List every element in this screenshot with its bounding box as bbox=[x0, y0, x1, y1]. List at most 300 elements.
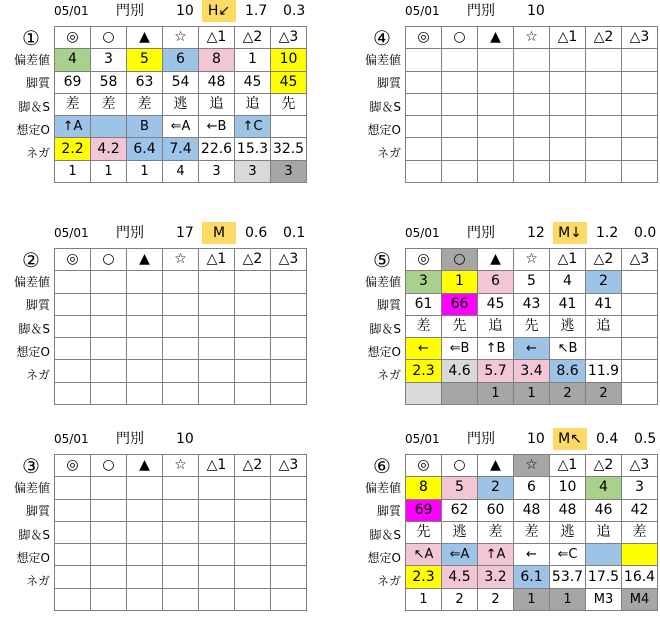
deviation-cell bbox=[235, 293, 271, 315]
estimated-odds-cell bbox=[127, 360, 163, 382]
deviation-cell bbox=[55, 293, 91, 315]
deviation-cell: 48 bbox=[514, 499, 550, 521]
index-value-1: 1.7 bbox=[245, 3, 268, 19]
race-date: 05/01 bbox=[405, 226, 440, 240]
row-labels bbox=[2, 477, 50, 593]
running-style-cell bbox=[514, 93, 550, 115]
mark-header-cell: △1 bbox=[550, 455, 586, 477]
panel-number-badge: ⑥ bbox=[373, 454, 391, 478]
estimated-odds-cell: 4.2 bbox=[91, 138, 127, 160]
pace-flag: M bbox=[202, 222, 236, 244]
horse-number-cell bbox=[91, 271, 127, 293]
estimated-odds-cell: 2.3 bbox=[406, 360, 442, 382]
prediction-grid bbox=[405, 248, 658, 405]
race-panel bbox=[13, 428, 364, 628]
horse-number-cell: 6 bbox=[163, 49, 199, 71]
estimated-odds-cell: 11.9 bbox=[586, 360, 622, 382]
race-date: 05/01 bbox=[405, 432, 440, 446]
running-style-cell: 逃 bbox=[442, 521, 478, 543]
row-labels bbox=[353, 49, 401, 165]
estimated-odds-cell: 2.3 bbox=[406, 566, 442, 588]
negative-cell: 4 bbox=[163, 160, 199, 182]
deviation-cell bbox=[622, 71, 658, 93]
negative-cell bbox=[91, 588, 127, 610]
venue-name: 門別 bbox=[116, 431, 144, 447]
running-style-cell: 逃 bbox=[550, 521, 586, 543]
negative-cell bbox=[55, 382, 91, 404]
horse-number-cell bbox=[622, 49, 658, 71]
negative-cell bbox=[406, 160, 442, 182]
estimated-odds-cell bbox=[55, 566, 91, 588]
leg-speed-cell bbox=[163, 544, 199, 566]
horse-number-cell: 6 bbox=[478, 271, 514, 293]
row-label: 脚質 bbox=[25, 298, 50, 313]
negative-cell: 1 bbox=[478, 382, 514, 404]
row-label: 想定O bbox=[367, 122, 401, 137]
mark-header-cell: △3 bbox=[622, 455, 658, 477]
deviation-cell bbox=[163, 499, 199, 521]
leg-speed-cell: ↑B bbox=[478, 338, 514, 360]
running-style-cell: 追 bbox=[586, 315, 622, 337]
running-style-cell: 差 bbox=[91, 93, 127, 115]
horse-number-cell bbox=[91, 477, 127, 499]
mark-header-cell: ▲ bbox=[127, 27, 163, 49]
prediction-grid bbox=[54, 248, 307, 405]
deviation-cell: 69 bbox=[406, 499, 442, 521]
race-number: 17 bbox=[176, 225, 194, 241]
index-value-1: 1.2 bbox=[596, 225, 619, 241]
prediction-grid bbox=[405, 26, 658, 183]
negative-cell bbox=[163, 588, 199, 610]
row-label: 脚質 bbox=[376, 504, 401, 519]
deviation-cell bbox=[271, 499, 307, 521]
mark-header-cell: △2 bbox=[586, 27, 622, 49]
leg-speed-cell: ⇐A bbox=[163, 116, 199, 138]
negative-cell bbox=[406, 382, 442, 404]
mark-header-cell: ○ bbox=[91, 27, 127, 49]
running-style-cell bbox=[478, 93, 514, 115]
estimated-odds-cell: 4.5 bbox=[442, 566, 478, 588]
running-style-cell bbox=[55, 521, 91, 543]
leg-speed-cell bbox=[199, 338, 235, 360]
leg-speed-cell bbox=[478, 116, 514, 138]
deviation-cell bbox=[199, 293, 235, 315]
negative-cell: 1 bbox=[550, 588, 586, 610]
running-style-cell bbox=[271, 521, 307, 543]
negative-cell: 2 bbox=[550, 382, 586, 404]
race-panel bbox=[364, 222, 660, 422]
venue-name: 門別 bbox=[467, 3, 495, 19]
negative-cell bbox=[442, 160, 478, 182]
estimated-odds-cell: 3.4 bbox=[514, 360, 550, 382]
row-label: 脚＆S bbox=[369, 99, 401, 114]
mark-header-cell: △2 bbox=[235, 249, 271, 271]
negative-cell: 1 bbox=[514, 382, 550, 404]
estimated-odds-cell: 6.1 bbox=[514, 566, 550, 588]
horse-number-cell bbox=[622, 271, 658, 293]
estimated-odds-cell: 53.7 bbox=[550, 566, 586, 588]
leg-speed-cell bbox=[271, 544, 307, 566]
row-label: 偏差値 bbox=[13, 53, 50, 67]
running-style-cell bbox=[91, 521, 127, 543]
estimated-odds-cell bbox=[235, 566, 271, 588]
leg-speed-cell bbox=[91, 544, 127, 566]
mark-header-cell: ▲ bbox=[478, 455, 514, 477]
running-style-cell bbox=[91, 315, 127, 337]
horse-number-cell: 4 bbox=[550, 271, 586, 293]
estimated-odds-cell bbox=[478, 138, 514, 160]
mark-header-cell: △3 bbox=[271, 27, 307, 49]
running-style-cell bbox=[199, 315, 235, 337]
race-number: 12 bbox=[527, 225, 545, 241]
leg-speed-cell bbox=[271, 116, 307, 138]
mark-header-cell: ○ bbox=[91, 249, 127, 271]
estimated-odds-cell bbox=[271, 360, 307, 382]
prediction-grid bbox=[54, 454, 307, 611]
running-style-cell: 逃 bbox=[163, 93, 199, 115]
panel-number-badge: ③ bbox=[22, 454, 40, 478]
leg-speed-cell bbox=[199, 544, 235, 566]
running-style-cell: 先 bbox=[514, 315, 550, 337]
deviation-cell: 66 bbox=[442, 293, 478, 315]
running-style-cell bbox=[622, 315, 658, 337]
estimated-odds-cell bbox=[514, 138, 550, 160]
negative-cell bbox=[442, 382, 478, 404]
leg-speed-cell: ← bbox=[514, 544, 550, 566]
leg-speed-cell: ↑A bbox=[55, 116, 91, 138]
negative-cell bbox=[127, 588, 163, 610]
deviation-cell: 45 bbox=[235, 71, 271, 93]
estimated-odds-cell bbox=[91, 566, 127, 588]
estimated-odds-cell: 22.6 bbox=[199, 138, 235, 160]
deviation-cell bbox=[271, 293, 307, 315]
leg-speed-cell: ←B bbox=[199, 116, 235, 138]
running-style-cell: 追 bbox=[235, 93, 271, 115]
leg-speed-cell bbox=[442, 116, 478, 138]
row-label: ネガ bbox=[376, 574, 401, 589]
negative-cell: 3 bbox=[235, 160, 271, 182]
leg-speed-cell: ↑C bbox=[235, 116, 271, 138]
horse-number-cell bbox=[406, 49, 442, 71]
mark-header-cell: ☆ bbox=[163, 249, 199, 271]
panel-number-badge: ⑤ bbox=[373, 248, 391, 272]
horse-number-cell bbox=[442, 49, 478, 71]
negative-cell: 1 bbox=[91, 160, 127, 182]
horse-number-cell bbox=[550, 49, 586, 71]
horse-number-cell bbox=[127, 271, 163, 293]
negative-cell: M3 bbox=[586, 588, 622, 610]
running-style-cell: 差 bbox=[478, 521, 514, 543]
estimated-odds-cell bbox=[163, 566, 199, 588]
running-style-cell bbox=[406, 93, 442, 115]
leg-speed-cell bbox=[271, 338, 307, 360]
running-style-cell bbox=[271, 315, 307, 337]
horse-number-cell bbox=[586, 49, 622, 71]
horse-number-cell bbox=[235, 477, 271, 499]
running-style-cell bbox=[586, 93, 622, 115]
estimated-odds-cell: 5.7 bbox=[478, 360, 514, 382]
mark-header-cell: △3 bbox=[271, 249, 307, 271]
leg-speed-cell: B bbox=[127, 116, 163, 138]
mark-header-cell: ☆ bbox=[514, 249, 550, 271]
running-style-cell bbox=[163, 521, 199, 543]
row-label: 偏差値 bbox=[13, 275, 50, 289]
index-value-2: 0.3 bbox=[283, 3, 306, 19]
deviation-cell bbox=[91, 293, 127, 315]
running-style-cell: 追 bbox=[478, 315, 514, 337]
leg-speed-cell bbox=[406, 116, 442, 138]
mark-header-cell: △2 bbox=[586, 455, 622, 477]
leg-speed-cell: ↑A bbox=[478, 544, 514, 566]
row-label: 偏差値 bbox=[364, 275, 401, 289]
row-labels bbox=[353, 271, 401, 387]
estimated-odds-cell: 7.4 bbox=[163, 138, 199, 160]
mark-header-cell: △1 bbox=[199, 455, 235, 477]
deviation-cell bbox=[406, 71, 442, 93]
row-label: ネガ bbox=[376, 146, 401, 161]
negative-cell: 3 bbox=[199, 160, 235, 182]
deviation-cell bbox=[478, 71, 514, 93]
leg-speed-cell bbox=[622, 544, 658, 566]
mark-header-cell: △1 bbox=[199, 249, 235, 271]
deviation-cell: 69 bbox=[55, 71, 91, 93]
row-label: 脚質 bbox=[25, 76, 50, 91]
horse-number-cell: 1 bbox=[235, 49, 271, 71]
race-number: 10 bbox=[527, 3, 545, 19]
leg-speed-cell: ← bbox=[514, 338, 550, 360]
negative-cell bbox=[91, 382, 127, 404]
estimated-odds-cell bbox=[127, 566, 163, 588]
deviation-cell bbox=[550, 71, 586, 93]
panel-number-badge: ① bbox=[22, 26, 40, 50]
horse-number-cell bbox=[514, 49, 550, 71]
leg-speed-cell bbox=[163, 338, 199, 360]
row-label: 脚質 bbox=[376, 76, 401, 91]
estimated-odds-cell bbox=[586, 138, 622, 160]
row-label: 脚＆S bbox=[18, 321, 50, 336]
venue-name: 門別 bbox=[116, 3, 144, 19]
deviation-cell: 41 bbox=[586, 293, 622, 315]
mark-header-cell: △2 bbox=[235, 455, 271, 477]
horse-number-cell: 2 bbox=[586, 271, 622, 293]
leg-speed-cell bbox=[622, 116, 658, 138]
horse-number-cell bbox=[55, 477, 91, 499]
deviation-cell bbox=[163, 293, 199, 315]
row-label: 想定O bbox=[367, 550, 401, 565]
mark-header-cell: ☆ bbox=[163, 27, 199, 49]
horse-number-cell bbox=[163, 477, 199, 499]
panel-number-badge: ② bbox=[22, 248, 40, 272]
race-date: 05/01 bbox=[54, 432, 89, 446]
negative-cell bbox=[127, 382, 163, 404]
race-number: 10 bbox=[176, 3, 194, 19]
mark-header-cell: ○ bbox=[442, 455, 478, 477]
negative-cell bbox=[163, 382, 199, 404]
mark-header-cell: ◎ bbox=[406, 455, 442, 477]
leg-speed-cell bbox=[514, 116, 550, 138]
deviation-cell: 46 bbox=[586, 499, 622, 521]
row-labels bbox=[2, 49, 50, 165]
running-style-cell bbox=[442, 93, 478, 115]
running-style-cell bbox=[622, 93, 658, 115]
negative-cell bbox=[199, 588, 235, 610]
horse-number-cell bbox=[199, 477, 235, 499]
negative-cell bbox=[622, 382, 658, 404]
negative-cell bbox=[478, 160, 514, 182]
mark-header-cell: △1 bbox=[550, 249, 586, 271]
venue-name: 門別 bbox=[467, 225, 495, 241]
deviation-cell: 62 bbox=[442, 499, 478, 521]
negative-cell bbox=[271, 588, 307, 610]
running-style-cell: 先 bbox=[271, 93, 307, 115]
horse-number-cell bbox=[127, 477, 163, 499]
race-panel bbox=[13, 0, 364, 200]
negative-cell: M4 bbox=[622, 588, 658, 610]
estimated-odds-cell bbox=[235, 360, 271, 382]
mark-header-cell: ☆ bbox=[163, 455, 199, 477]
horse-number-cell: 5 bbox=[514, 271, 550, 293]
mark-header-cell: △2 bbox=[586, 249, 622, 271]
panel-number-badge: ④ bbox=[373, 26, 391, 50]
row-label: 想定O bbox=[367, 344, 401, 359]
leg-speed-cell: ⇐B bbox=[442, 338, 478, 360]
horse-number-cell bbox=[271, 477, 307, 499]
race-date: 05/01 bbox=[405, 4, 440, 18]
estimated-odds-cell: 6.4 bbox=[127, 138, 163, 160]
estimated-odds-cell bbox=[442, 138, 478, 160]
mark-header-cell: ◎ bbox=[406, 249, 442, 271]
estimated-odds-cell bbox=[406, 138, 442, 160]
horse-number-cell: 8 bbox=[199, 49, 235, 71]
mark-header-cell: △3 bbox=[271, 455, 307, 477]
leg-speed-cell bbox=[91, 116, 127, 138]
negative-cell: 2 bbox=[442, 588, 478, 610]
deviation-cell bbox=[514, 71, 550, 93]
estimated-odds-cell: 15.3 bbox=[235, 138, 271, 160]
leg-speed-cell bbox=[550, 116, 586, 138]
leg-speed-cell bbox=[622, 338, 658, 360]
horse-number-cell: 1 bbox=[442, 271, 478, 293]
leg-speed-cell: ⇐C bbox=[550, 544, 586, 566]
row-labels bbox=[2, 271, 50, 387]
deviation-cell: 48 bbox=[199, 71, 235, 93]
race-number: 10 bbox=[527, 431, 545, 447]
leg-speed-cell bbox=[91, 338, 127, 360]
leg-speed-cell bbox=[586, 544, 622, 566]
deviation-cell: 42 bbox=[622, 499, 658, 521]
estimated-odds-cell: 4.6 bbox=[442, 360, 478, 382]
horse-number-cell: 2 bbox=[478, 477, 514, 499]
negative-cell bbox=[55, 588, 91, 610]
mark-header-cell: ○ bbox=[91, 455, 127, 477]
leg-speed-cell: ↖A bbox=[406, 544, 442, 566]
running-style-cell bbox=[55, 315, 91, 337]
index-value-1: 0.6 bbox=[245, 225, 268, 241]
mark-header-cell: ◎ bbox=[406, 27, 442, 49]
estimated-odds-cell bbox=[163, 360, 199, 382]
estimated-odds-cell: 2.2 bbox=[55, 138, 91, 160]
row-label: 偏差値 bbox=[13, 481, 50, 495]
horse-number-cell: 3 bbox=[406, 271, 442, 293]
leg-speed-cell bbox=[235, 338, 271, 360]
estimated-odds-cell: 32.5 bbox=[271, 138, 307, 160]
race-date: 05/01 bbox=[54, 4, 89, 18]
running-style-cell: 先 bbox=[406, 521, 442, 543]
running-style-cell bbox=[163, 315, 199, 337]
venue-name: 門別 bbox=[116, 225, 144, 241]
negative-cell: 1 bbox=[406, 588, 442, 610]
race-date: 05/01 bbox=[54, 226, 89, 240]
row-label: 偏差値 bbox=[364, 53, 401, 67]
deviation-cell bbox=[235, 499, 271, 521]
horse-number-cell: 4 bbox=[586, 477, 622, 499]
deviation-cell bbox=[442, 71, 478, 93]
mark-header-cell: ☆ bbox=[514, 455, 550, 477]
deviation-cell: 54 bbox=[163, 71, 199, 93]
leg-speed-cell: ⇐A bbox=[442, 544, 478, 566]
mark-header-cell: ○ bbox=[442, 27, 478, 49]
pace-flag: M↖ bbox=[553, 428, 587, 450]
horse-number-cell bbox=[199, 271, 235, 293]
horse-number-cell: 5 bbox=[127, 49, 163, 71]
running-style-cell bbox=[235, 315, 271, 337]
index-value-1: 0.4 bbox=[596, 431, 619, 447]
deviation-cell bbox=[199, 499, 235, 521]
mark-header-cell: ▲ bbox=[127, 249, 163, 271]
row-label: 脚＆S bbox=[369, 527, 401, 542]
running-style-cell: 差 bbox=[55, 93, 91, 115]
mark-header-cell: △1 bbox=[199, 27, 235, 49]
negative-cell bbox=[271, 382, 307, 404]
mark-header-cell: △1 bbox=[550, 27, 586, 49]
negative-cell bbox=[235, 382, 271, 404]
deviation-cell bbox=[586, 71, 622, 93]
horse-number-cell: 10 bbox=[271, 49, 307, 71]
leg-speed-cell bbox=[586, 116, 622, 138]
estimated-odds-cell: 17.5 bbox=[586, 566, 622, 588]
running-style-cell: 差 bbox=[406, 315, 442, 337]
deviation-cell bbox=[127, 499, 163, 521]
mark-header-cell: △3 bbox=[622, 249, 658, 271]
row-label: 脚質 bbox=[25, 504, 50, 519]
row-label: ネガ bbox=[376, 368, 401, 383]
horse-number-cell bbox=[478, 49, 514, 71]
row-label: 脚＆S bbox=[18, 527, 50, 542]
row-label: ネガ bbox=[25, 574, 50, 589]
negative-cell bbox=[514, 160, 550, 182]
pace-flag: M↓ bbox=[553, 222, 587, 244]
leg-speed-cell bbox=[55, 544, 91, 566]
negative-cell: 1 bbox=[127, 160, 163, 182]
horse-number-cell: 4 bbox=[55, 49, 91, 71]
deviation-cell: 43 bbox=[514, 293, 550, 315]
negative-cell: 2 bbox=[586, 382, 622, 404]
estimated-odds-cell bbox=[199, 566, 235, 588]
running-style-cell: 差 bbox=[127, 93, 163, 115]
estimated-odds-cell bbox=[199, 360, 235, 382]
horse-number-cell: 10 bbox=[550, 477, 586, 499]
negative-cell: 3 bbox=[271, 160, 307, 182]
deviation-cell: 63 bbox=[127, 71, 163, 93]
estimated-odds-cell: 8.6 bbox=[550, 360, 586, 382]
horse-number-cell: 6 bbox=[514, 477, 550, 499]
leg-speed-cell bbox=[586, 338, 622, 360]
row-label: 想定O bbox=[16, 550, 50, 565]
deviation-cell bbox=[91, 499, 127, 521]
horse-number-cell bbox=[271, 271, 307, 293]
row-labels bbox=[353, 477, 401, 593]
mark-header-cell: ☆ bbox=[514, 27, 550, 49]
